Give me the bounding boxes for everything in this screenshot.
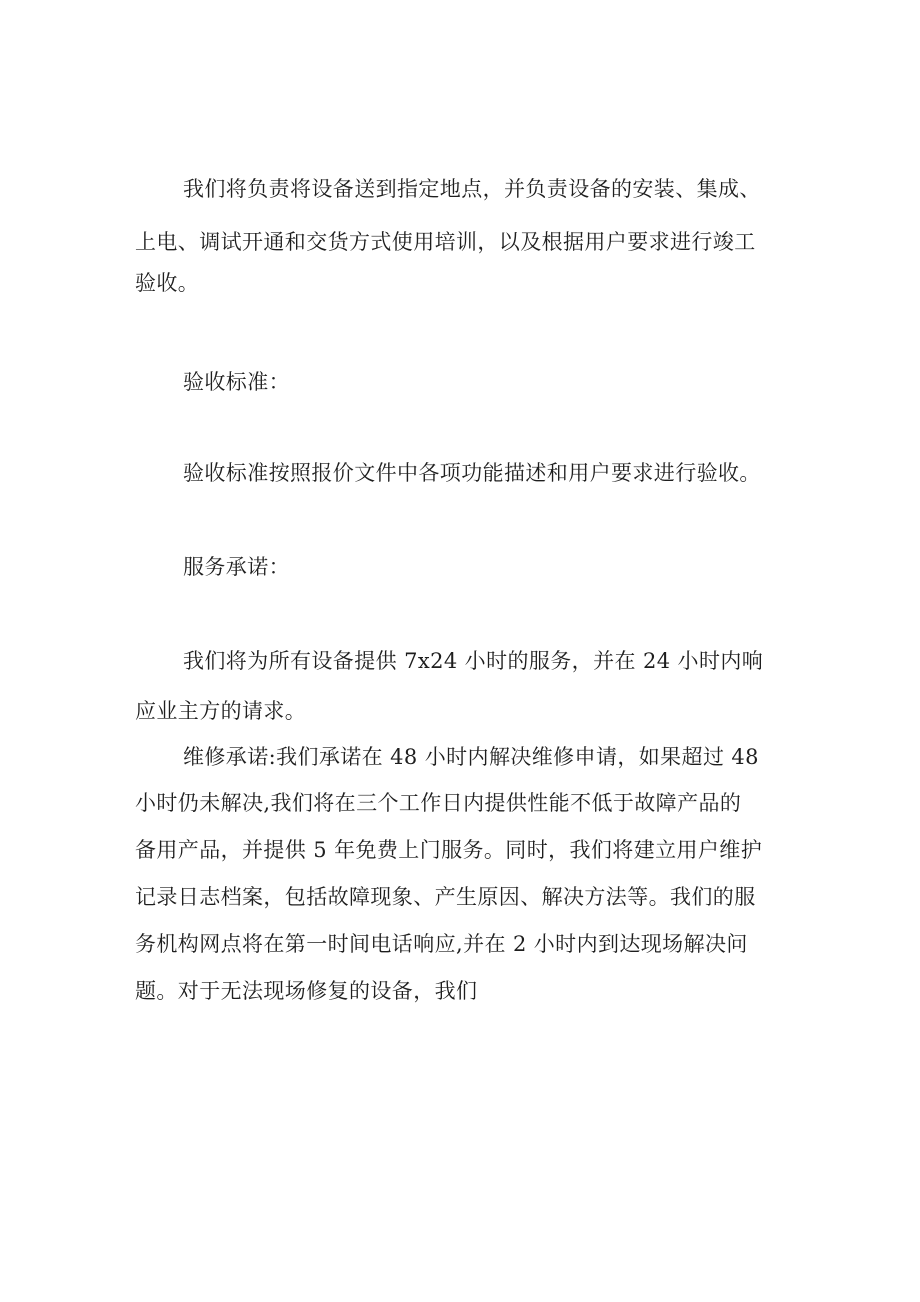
heading-acceptance-standard: 验收标准： xyxy=(183,370,290,394)
paragraph-delivery-line-3: 验收。 xyxy=(135,271,200,295)
paragraph-delivery-line-2: 上电、调试开通和交货方式使用培训，以及根据用户要求进行竣工 xyxy=(135,230,756,254)
paragraph-repair-line-4: 记录日志档案，包括故障现象、产生原因、解决方法等。我们的服 xyxy=(135,885,756,909)
paragraph-acceptance-line-1: 验收标准按照报价文件中各项功能描述和用户要求进行验收。 xyxy=(183,461,761,485)
paragraph-repair-line-2: 小时仍未解决,我们将在三个工作日内提供性能不低于故障产品的 xyxy=(135,791,742,815)
paragraph-service-line-2: 应业主方的请求。 xyxy=(135,699,307,723)
paragraph-repair-line-1: 维修承诺:我们承诺在 48 小时内解决维修申请，如果超过 48 xyxy=(183,745,759,769)
paragraph-repair-line-3: 备用产品，并提供 5 年免费上门服务。同时，我们将建立用户维护 xyxy=(135,838,763,862)
paragraph-service-line-1: 我们将为所有设备提供 7x24 小时的服务，并在 24 小时内响 xyxy=(183,649,764,673)
paragraph-repair-line-6: 题。对于无法现场修复的设备，我们 xyxy=(135,979,478,1003)
heading-service-commitment: 服务承诺： xyxy=(183,555,290,579)
paragraph-repair-line-5: 务机构网点将在第一时间电话响应,并在 2 小时内到达现场解决问 xyxy=(135,932,748,956)
paragraph-delivery-line-1: 我们将负责将设备送到指定地点，并负责设备的安装、集成、 xyxy=(183,177,761,201)
